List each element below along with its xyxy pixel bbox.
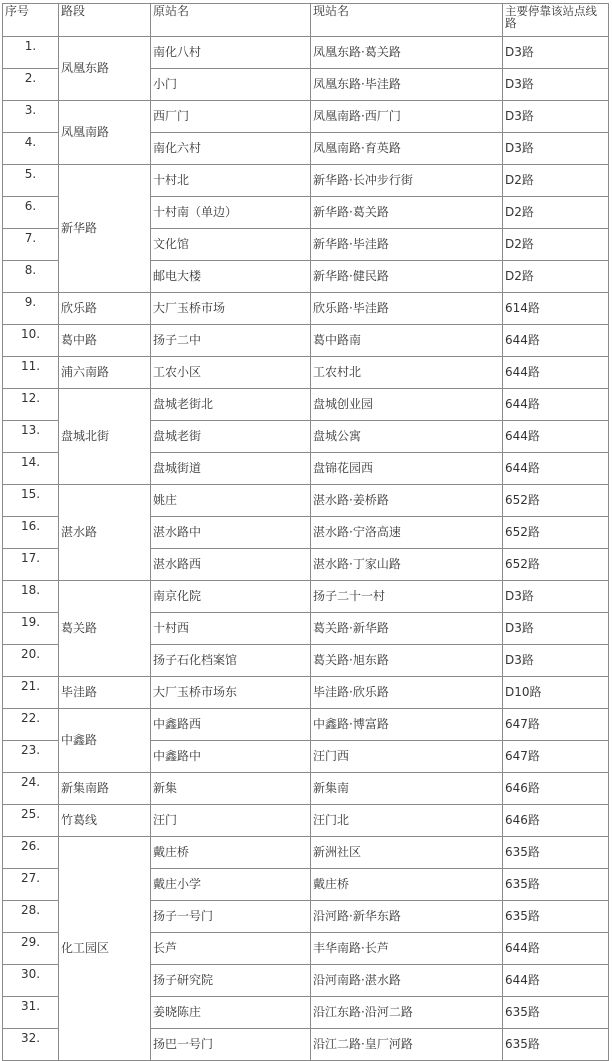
original-stop-name: 十村西: [151, 613, 311, 645]
original-stop-name: 大厂玉桥市场东: [151, 677, 311, 709]
header-current-stop: 现站名: [311, 4, 503, 37]
original-stop-name: 扬巴一号门: [151, 1029, 311, 1061]
current-stop-name: 新华路·长冲步行街: [311, 165, 503, 197]
row-index: 21.: [3, 677, 59, 709]
row-index: 20.: [3, 645, 59, 677]
row-index: 7.: [3, 229, 59, 261]
original-stop-name: 扬子研究院: [151, 965, 311, 997]
current-stop-name: 湛水路·姜桥路: [311, 485, 503, 517]
row-index: 28.: [3, 901, 59, 933]
header-bus-lines: 主要停靠该站点线路: [503, 4, 609, 37]
bus-line: 635路: [503, 1029, 609, 1061]
table-row: [3, 37, 609, 69]
current-stop-name: 新集南: [311, 773, 503, 805]
table-row: [3, 389, 609, 421]
road-section-cell: 竹葛线: [59, 805, 151, 837]
bus-line: D2路: [503, 165, 609, 197]
row-index: 10.: [3, 325, 59, 357]
road-section-cell: 化工园区: [59, 837, 151, 1061]
current-stop-name: 沿河路·新华东路: [311, 901, 503, 933]
current-stop-name: 新华路·健民路: [311, 261, 503, 293]
bus-line: D3路: [503, 645, 609, 677]
table-row: [3, 357, 609, 389]
current-stop-name: 新华路·毕洼路: [311, 229, 503, 261]
table-row: [3, 837, 609, 869]
original-stop-name: 小门: [151, 69, 311, 101]
original-stop-name: 工农小区: [151, 357, 311, 389]
road-section-cell: 盘城北街: [59, 389, 151, 485]
original-stop-name: 姚庄: [151, 485, 311, 517]
header-row: [3, 4, 609, 37]
original-stop-name: 扬子一号门: [151, 901, 311, 933]
current-stop-name: 盘锦花园西: [311, 453, 503, 485]
row-index: 15.: [3, 485, 59, 517]
current-stop-name: 毕洼路·欣乐路: [311, 677, 503, 709]
current-stop-name: 盘城公寓: [311, 421, 503, 453]
row-index: 14.: [3, 453, 59, 485]
road-section-cell: 欣乐路: [59, 293, 151, 325]
bus-line: D3路: [503, 613, 609, 645]
bus-line: 614路: [503, 293, 609, 325]
row-index: 22.: [3, 709, 59, 741]
road-section-cell: 葛关路: [59, 581, 151, 677]
bus-line: 652路: [503, 485, 609, 517]
original-stop-name: 新集: [151, 773, 311, 805]
row-index: 9.: [3, 293, 59, 325]
original-stop-name: 戴庄小学: [151, 869, 311, 901]
bus-line: 644路: [503, 357, 609, 389]
row-index: 16.: [3, 517, 59, 549]
current-stop-name: 葛关路·新华路: [311, 613, 503, 645]
original-stop-name: 盘城老街: [151, 421, 311, 453]
bus-line: D3路: [503, 101, 609, 133]
road-section-cell: 中鑫路: [59, 709, 151, 773]
header-index: 序号: [3, 4, 59, 37]
bus-line: 652路: [503, 517, 609, 549]
bus-line: 644路: [503, 965, 609, 997]
bus-line: 646路: [503, 805, 609, 837]
road-section-cell: 新华路: [59, 165, 151, 293]
original-stop-name: 汪门: [151, 805, 311, 837]
current-stop-name: 葛中路南: [311, 325, 503, 357]
original-stop-name: 姜晓陈庄: [151, 997, 311, 1029]
row-index: 13.: [3, 421, 59, 453]
road-section-cell: 凤凰东路: [59, 37, 151, 101]
road-section-cell: 新集南路: [59, 773, 151, 805]
row-index: 27.: [3, 869, 59, 901]
current-stop-name: 凤凰东路·毕洼路: [311, 69, 503, 101]
table-row: [3, 677, 609, 709]
row-index: 32.: [3, 1029, 59, 1061]
row-index: 23.: [3, 741, 59, 773]
bus-line: 647路: [503, 741, 609, 773]
bus-line: D3路: [503, 69, 609, 101]
bus-stop-rename-table: [2, 3, 609, 1061]
bus-line: 652路: [503, 549, 609, 581]
current-stop-name: 湛水路·丁家山路: [311, 549, 503, 581]
bus-line: 647路: [503, 709, 609, 741]
bus-line: 635路: [503, 869, 609, 901]
row-index: 1.: [3, 37, 59, 69]
row-index: 19.: [3, 613, 59, 645]
original-stop-name: 南京化院: [151, 581, 311, 613]
row-index: 8.: [3, 261, 59, 293]
bus-line: D3路: [503, 37, 609, 69]
row-index: 24.: [3, 773, 59, 805]
current-stop-name: 新洲社区: [311, 837, 503, 869]
bus-line: 635路: [503, 901, 609, 933]
bus-line: 635路: [503, 997, 609, 1029]
current-stop-name: 工农村北: [311, 357, 503, 389]
bus-line: D2路: [503, 261, 609, 293]
table-row: [3, 165, 609, 197]
original-stop-name: 南化八村: [151, 37, 311, 69]
original-stop-name: 十村南（单边）: [151, 197, 311, 229]
current-stop-name: 丰华南路·长芦: [311, 933, 503, 965]
road-section-cell: 浦六南路: [59, 357, 151, 389]
original-stop-name: 长芦: [151, 933, 311, 965]
current-stop-name: 欣乐路·毕洼路: [311, 293, 503, 325]
table-row: [3, 293, 609, 325]
original-stop-name: 中鑫路中: [151, 741, 311, 773]
table-row: [3, 773, 609, 805]
header-road-section: 路段: [59, 4, 151, 37]
row-index: 4.: [3, 133, 59, 165]
current-stop-name: 汪门北: [311, 805, 503, 837]
bus-line: 646路: [503, 773, 609, 805]
table-row: [3, 101, 609, 133]
original-stop-name: 盘城老街北: [151, 389, 311, 421]
bus-line: 644路: [503, 421, 609, 453]
row-index: 18.: [3, 581, 59, 613]
road-section-cell: 凤凰南路: [59, 101, 151, 165]
original-stop-name: 扬子二中: [151, 325, 311, 357]
original-stop-name: 盘城街道: [151, 453, 311, 485]
bus-line: D2路: [503, 229, 609, 261]
row-index: 31.: [3, 997, 59, 1029]
row-index: 5.: [3, 165, 59, 197]
original-stop-name: 湛水路西: [151, 549, 311, 581]
original-stop-name: 戴庄桥: [151, 837, 311, 869]
bus-line: D2路: [503, 197, 609, 229]
row-index: 29.: [3, 933, 59, 965]
bus-line: 644路: [503, 453, 609, 485]
table-row: [3, 485, 609, 517]
current-stop-name: 沿河南路·湛水路: [311, 965, 503, 997]
current-stop-name: 沿江东路·沿河二路: [311, 997, 503, 1029]
table-row: [3, 805, 609, 837]
row-index: 12.: [3, 389, 59, 421]
road-section-cell: 毕洼路: [59, 677, 151, 709]
bus-line: 635路: [503, 837, 609, 869]
current-stop-name: 湛水路·宁洛高速: [311, 517, 503, 549]
row-index: 25.: [3, 805, 59, 837]
row-index: 2.: [3, 69, 59, 101]
original-stop-name: 湛水路中: [151, 517, 311, 549]
current-stop-name: 盘城创业园: [311, 389, 503, 421]
original-stop-name: 西厂门: [151, 101, 311, 133]
bus-line: 644路: [503, 933, 609, 965]
current-stop-name: 中鑫路·博富路: [311, 709, 503, 741]
bus-line: D3路: [503, 133, 609, 165]
road-section-cell: 葛中路: [59, 325, 151, 357]
bus-line: D3路: [503, 581, 609, 613]
current-stop-name: 葛关路·旭东路: [311, 645, 503, 677]
current-stop-name: 汪门西: [311, 741, 503, 773]
current-stop-name: 扬子二十一村: [311, 581, 503, 613]
bus-line: 644路: [503, 389, 609, 421]
road-section-cell: 湛水路: [59, 485, 151, 581]
original-stop-name: 南化六村: [151, 133, 311, 165]
original-stop-name: 大厂玉桥市场: [151, 293, 311, 325]
original-stop-name: 中鑫路西: [151, 709, 311, 741]
original-stop-name: 文化馆: [151, 229, 311, 261]
current-stop-name: 戴庄桥: [311, 869, 503, 901]
current-stop-name: 沿江二路·皇厂河路: [311, 1029, 503, 1061]
current-stop-name: 新华路·葛关路: [311, 197, 503, 229]
table-body: [3, 37, 609, 1061]
row-index: 6.: [3, 197, 59, 229]
current-stop-name: 凤凰东路·葛关路: [311, 37, 503, 69]
row-index: 11.: [3, 357, 59, 389]
bus-line: D10路: [503, 677, 609, 709]
original-stop-name: 邮电大楼: [151, 261, 311, 293]
header-original-stop: 原站名: [151, 4, 311, 37]
row-index: 26.: [3, 837, 59, 869]
original-stop-name: 扬子石化档案馆: [151, 645, 311, 677]
row-index: 17.: [3, 549, 59, 581]
current-stop-name: 凤凰南路·育英路: [311, 133, 503, 165]
current-stop-name: 凤凰南路·西厂门: [311, 101, 503, 133]
original-stop-name: 十村北: [151, 165, 311, 197]
row-index: 3.: [3, 101, 59, 133]
bus-line: 644路: [503, 325, 609, 357]
table-row: [3, 709, 609, 741]
table-row: [3, 581, 609, 613]
table-row: [3, 325, 609, 357]
row-index: 30.: [3, 965, 59, 997]
